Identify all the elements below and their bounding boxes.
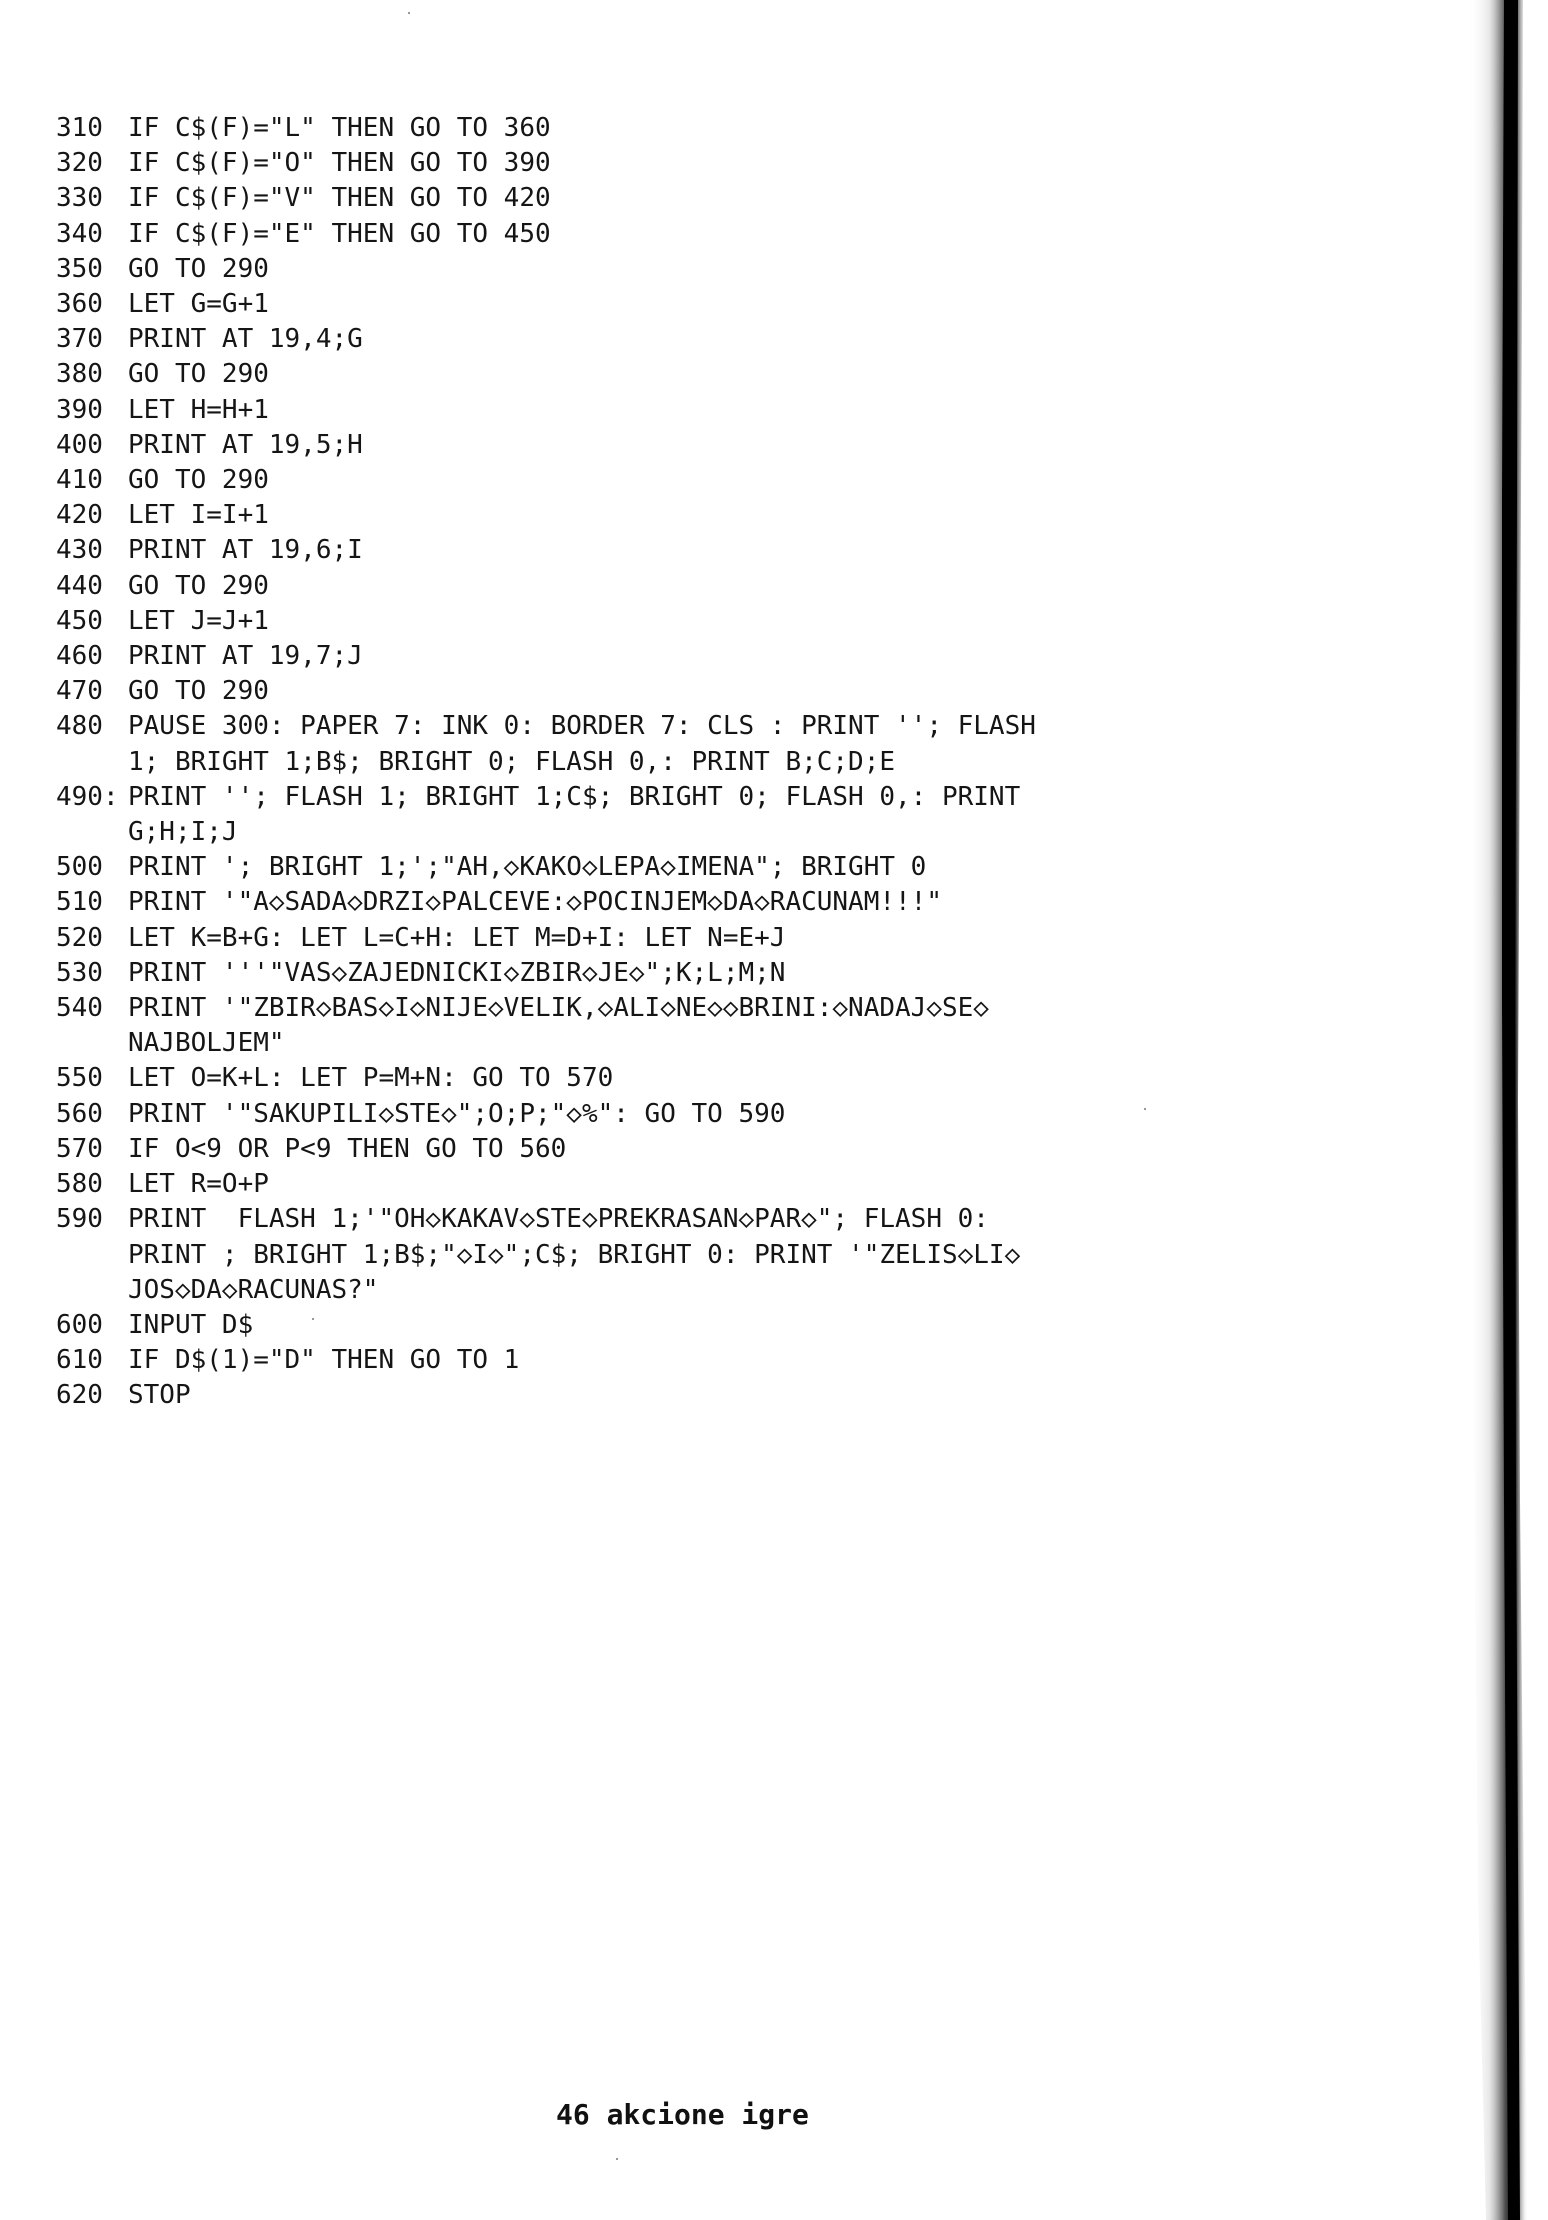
code-line [56, 1097, 1356, 1132]
line-number: 540 [56, 993, 103, 1024]
line-number: 610 [56, 1345, 103, 1376]
line-code [128, 217, 1218, 252]
page-footer: 46 akcione igre [556, 2098, 809, 2131]
statement-text: PRINT ''; FLASH 1; BRIGHT 1;C$; BRIGHT 0; FLASH 0,: PRINT [128, 781, 1021, 812]
statement-text: PRINT '''"VAS◇ZAJEDNICKI◇ZBIR◇JE◇";K;L;M;N [128, 957, 786, 988]
line-code [128, 357, 1218, 392]
code-line [56, 217, 1356, 252]
line-number: 420 [56, 500, 103, 531]
statement-continuation: 1; BRIGHT 1;B$; BRIGHT 0; FLASH 0,: PRINT B;C;D;E [128, 746, 896, 777]
code-line [56, 1167, 1356, 1202]
statement-text: IF C$(F)="V" THEN GO TO 420 [128, 183, 551, 214]
line-code [128, 604, 1218, 639]
line-number: 560 [56, 1098, 103, 1129]
code-line [56, 322, 1356, 357]
line-code [128, 1167, 1218, 1202]
statement-text: LET I=I+1 [128, 500, 269, 531]
line-code [128, 1202, 1218, 1308]
code-line [56, 498, 1356, 533]
line-number: 590 [56, 1204, 103, 1235]
statement-text: LET O=K+L: LET P=M+N: GO TO 570 [128, 1063, 614, 1094]
line-code [128, 850, 1218, 885]
line-code [128, 463, 1218, 498]
line-number: 550 [56, 1063, 103, 1094]
line-code [128, 146, 1218, 181]
statement-text: INPUT D$ [128, 1309, 254, 1340]
code-line [56, 111, 1356, 146]
statement-text: STOP [128, 1380, 191, 1411]
statement-text: LET G=G+1 [128, 289, 269, 320]
line-number: 520 [56, 922, 103, 953]
code-line [56, 181, 1356, 216]
code-line [56, 639, 1356, 674]
line-code [128, 252, 1218, 287]
line-number: 360 [56, 289, 103, 320]
line-code [128, 1132, 1218, 1167]
statement-text: PRINT '"SAKUPILI◇STE◇";O;P;"◇%": GO TO 590 [128, 1098, 786, 1129]
code-line [56, 393, 1356, 428]
line-code [128, 921, 1218, 956]
line-number: 340 [56, 218, 103, 249]
code-line [56, 850, 1356, 885]
code-line [56, 1132, 1356, 1167]
statement-continuation: PRINT ; BRIGHT 1;B$;"◇I◇";C$; BRIGHT 0: PRINT '"ZELIS◇LI◇ JOS◇DA◇RACUNAS?" [128, 1239, 1021, 1305]
code-line [56, 885, 1356, 920]
line-number: 430 [56, 535, 103, 566]
speck [1144, 1108, 1146, 1110]
statement-text: GO TO 290 [128, 253, 269, 284]
statement-text: PRINT AT 19,5;H [128, 429, 363, 460]
statement-text: IF C$(F)="O" THEN GO TO 390 [128, 148, 551, 179]
statement-text: PRINT AT 19,7;J [128, 641, 363, 672]
statement-text: LET K=B+G: LET L=C+H: LET M=D+I: LET N=E+J [128, 922, 786, 953]
code-line [56, 1378, 1356, 1413]
line-code [128, 1343, 1218, 1378]
statement-text: PRINT '"A◇SADA◇DRZI◇PALCEVE:◇POCINJEM◇DA◇RACUNAM!!!" [128, 887, 942, 918]
line-code [128, 1308, 1218, 1343]
speck [616, 2158, 618, 2160]
line-code [128, 780, 1218, 850]
line-code [128, 569, 1218, 604]
line-code [128, 533, 1218, 568]
code-line [56, 780, 1356, 850]
line-number: 620 [56, 1380, 103, 1411]
line-number: 350 [56, 253, 103, 284]
line-number: 390 [56, 394, 103, 425]
line-number: 530 [56, 957, 103, 988]
line-number: 320 [56, 148, 103, 179]
code-line [56, 709, 1356, 779]
code-line [56, 357, 1356, 392]
line-code [128, 674, 1218, 709]
code-line [56, 921, 1356, 956]
program-listing [56, 111, 1356, 1414]
code-line [56, 287, 1356, 322]
line-code [128, 991, 1218, 1061]
line-number: 490: [56, 781, 119, 812]
statement-text: PRINT AT 19,4;G [128, 324, 363, 355]
statement-text: LET J=J+1 [128, 605, 269, 636]
statement-continuation: G;H;I;J [128, 817, 238, 848]
line-number: 440 [56, 570, 103, 601]
code-line [56, 533, 1356, 568]
speck [408, 12, 410, 14]
code-line [56, 569, 1356, 604]
line-code [128, 428, 1218, 463]
code-line [56, 463, 1356, 498]
speck [312, 1318, 314, 1320]
code-line [56, 991, 1356, 1061]
binding-shadow [1428, 0, 1548, 2220]
code-line [56, 604, 1356, 639]
statement-continuation: NAJBOLJEM" [128, 1028, 285, 1059]
line-code [128, 1097, 1218, 1132]
line-number: 410 [56, 465, 103, 496]
statement-text: PRINT '"ZBIR◇BAS◇I◇NIJE◇VELIK,◇ALI◇NE◇◇BRINI:◇NADAJ◇SE◇ [128, 993, 989, 1024]
line-number: 450 [56, 605, 103, 636]
line-code [128, 111, 1218, 146]
line-number: 380 [56, 359, 103, 390]
line-number: 400 [56, 429, 103, 460]
code-line [56, 674, 1356, 709]
line-number: 370 [56, 324, 103, 355]
line-number: 330 [56, 183, 103, 214]
line-code [128, 181, 1218, 216]
line-number: 580 [56, 1169, 103, 1200]
code-line [56, 252, 1356, 287]
line-code [128, 1061, 1218, 1096]
statement-text: GO TO 290 [128, 465, 269, 496]
statement-text: LET R=O+P [128, 1169, 269, 1200]
line-number: 510 [56, 887, 103, 918]
statement-text: GO TO 290 [128, 570, 269, 601]
line-number: 310 [56, 113, 103, 143]
statement-text: PRINT '; BRIGHT 1;';"AH,◇KAKO◇LEPA◇IMENA"; BRIGHT 0 [128, 852, 927, 883]
line-number: 460 [56, 641, 103, 672]
code-line [56, 1343, 1356, 1378]
line-code [128, 885, 1218, 920]
line-code [128, 393, 1218, 428]
line-number: 470 [56, 676, 103, 707]
line-number: 570 [56, 1133, 103, 1164]
statement-text: PAUSE 300: PAPER 7: INK 0: BORDER 7: CLS : PRINT ''; FLASH [128, 711, 1036, 742]
statement-text: PRINT AT 19,6;I [128, 535, 363, 566]
code-line [56, 1061, 1356, 1096]
statement-text: IF O<9 OR P<9 THEN GO TO 560 [128, 1133, 567, 1164]
line-code [128, 956, 1218, 991]
statement-text: LET H=H+1 [128, 394, 269, 425]
line-code [128, 1378, 1218, 1413]
code-line [56, 428, 1356, 463]
statement-text: PRINT FLASH 1;'"OH◇KAKAV◇STE◇PREKRASAN◇PAR◇"; FLASH 0: [128, 1204, 989, 1235]
line-code [128, 498, 1218, 533]
line-code [128, 322, 1218, 357]
code-line [56, 956, 1356, 991]
statement-text: GO TO 290 [128, 359, 269, 390]
line-code [128, 287, 1218, 322]
line-code [128, 709, 1218, 779]
code-line [56, 1308, 1356, 1343]
code-line [56, 1202, 1356, 1308]
statement-text: IF C$(F)="L" THEN GO TO 360 [128, 113, 551, 143]
line-number: 600 [56, 1309, 103, 1340]
line-number: 500 [56, 852, 103, 883]
code-line [56, 146, 1356, 181]
line-code [128, 639, 1218, 674]
statement-text: GO TO 290 [128, 676, 269, 707]
statement-text: IF D$(1)="D" THEN GO TO 1 [128, 1345, 520, 1376]
statement-text: IF C$(F)="E" THEN GO TO 450 [128, 218, 551, 249]
line-number: 480 [56, 711, 103, 742]
